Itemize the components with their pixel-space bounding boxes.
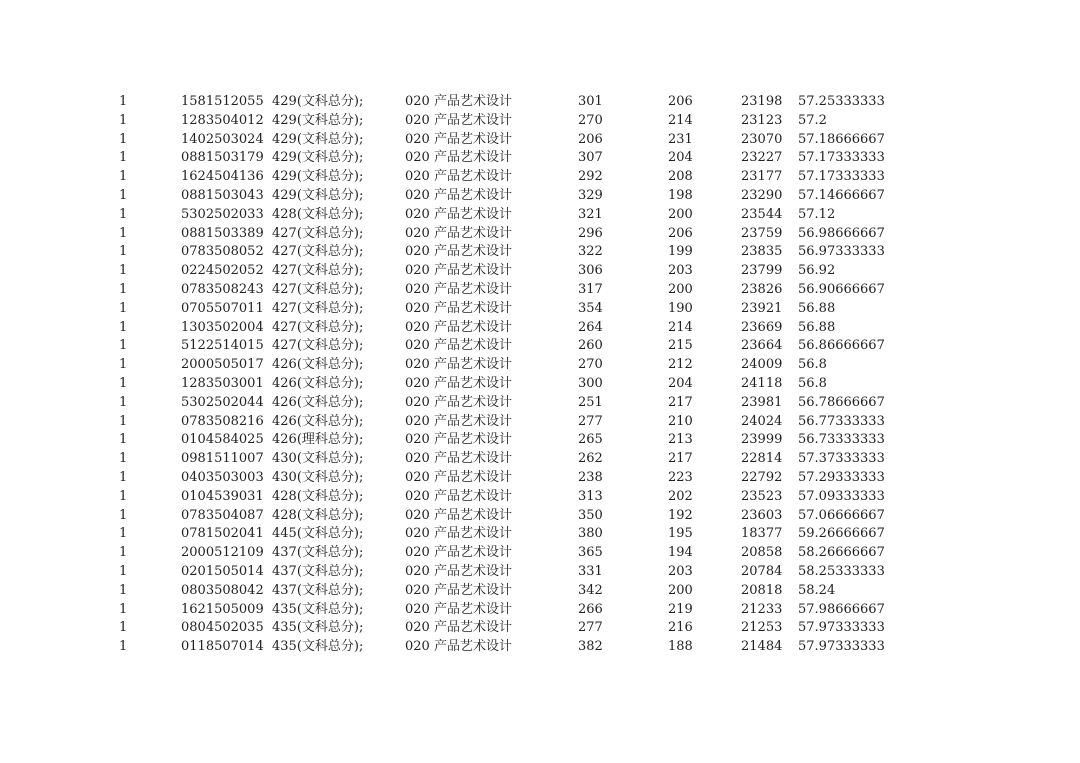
major-cell: 020 产品艺术设计 (405, 620, 512, 636)
table-row (0, 300, 1080, 319)
candidate-id-cell: 2000505017 (181, 357, 264, 373)
table-row (0, 638, 1080, 657)
rank-cell: 23981 (741, 394, 783, 410)
major-cell: 020 产品艺术设计 (405, 357, 512, 373)
score-b-cell: 198 (668, 187, 693, 203)
composite-score-cell: 56.86666667 (798, 338, 885, 354)
rank-cell: 23198 (741, 94, 783, 109)
score-b-cell: 217 (668, 394, 693, 410)
flag-cell: 1 (119, 206, 128, 222)
major-cell: 020 产品艺术设计 (405, 169, 512, 185)
score-a-cell: 354 (578, 300, 603, 316)
candidate-id-cell: 0104584025 (181, 432, 264, 448)
flag-cell: 1 (119, 131, 128, 147)
major-cell: 020 产品艺术设计 (405, 244, 512, 260)
score-a-cell: 277 (578, 620, 603, 636)
score-b-cell: 204 (668, 150, 693, 166)
flag-cell: 1 (119, 319, 128, 335)
score-a-cell: 266 (578, 601, 603, 617)
candidate-id-cell: 0118507014 (181, 639, 264, 655)
rank-cell: 23227 (741, 150, 783, 166)
flag-cell: 1 (119, 244, 128, 260)
major-cell: 020 产品艺术设计 (405, 206, 512, 222)
total-score-cell: 429(文科总分); (272, 169, 364, 185)
table-row (0, 375, 1080, 394)
candidate-id-cell: 0783504087 (181, 507, 264, 523)
candidate-id-cell: 0804502035 (181, 620, 264, 636)
table-row (0, 563, 1080, 582)
score-a-cell: 317 (578, 281, 603, 297)
rank-cell: 23070 (741, 131, 783, 147)
score-b-cell: 212 (668, 357, 693, 373)
score-a-cell: 331 (578, 563, 603, 579)
major-cell: 020 产品艺术设计 (405, 639, 512, 655)
score-b-cell: 204 (668, 375, 693, 391)
score-table (0, 93, 1080, 657)
candidate-id-cell: 1283504012 (181, 112, 264, 128)
candidate-id-cell: 1624504136 (181, 169, 264, 185)
total-score-cell: 430(文科总分); (272, 469, 364, 485)
composite-score-cell: 57.12 (798, 206, 836, 222)
score-a-cell: 265 (578, 432, 603, 448)
composite-score-cell: 56.98666667 (798, 225, 885, 241)
table-row (0, 544, 1080, 563)
score-b-cell: 216 (668, 620, 693, 636)
rank-cell: 23999 (741, 432, 783, 448)
total-score-cell: 427(文科总分); (272, 281, 364, 297)
candidate-id-cell: 1303502004 (181, 319, 264, 335)
composite-score-cell: 57.37333333 (798, 451, 885, 467)
composite-score-cell: 56.97333333 (798, 244, 885, 260)
score-a-cell: 307 (578, 150, 603, 166)
total-score-cell: 428(文科总分); (272, 206, 364, 222)
candidate-id-cell: 1621505009 (181, 601, 264, 617)
major-cell: 020 产品艺术设计 (405, 225, 512, 241)
composite-score-cell: 56.90666667 (798, 281, 885, 297)
flag-cell: 1 (119, 488, 128, 504)
table-row (0, 525, 1080, 544)
major-cell: 020 产品艺术设计 (405, 507, 512, 523)
composite-score-cell: 57.17333333 (798, 150, 885, 166)
total-score-cell: 427(文科总分); (272, 263, 364, 279)
composite-score-cell: 58.26666667 (798, 545, 885, 561)
flag-cell: 1 (119, 545, 128, 561)
rank-cell: 23759 (741, 225, 783, 241)
total-score-cell: 429(文科总分); (272, 187, 364, 203)
table-row (0, 356, 1080, 375)
composite-score-cell: 57.2 (798, 112, 827, 128)
composite-score-cell: 57.98666667 (798, 601, 885, 617)
rank-cell: 23544 (741, 206, 783, 222)
major-cell: 020 产品艺术设计 (405, 112, 512, 128)
flag-cell: 1 (119, 187, 128, 203)
candidate-id-cell: 0803508042 (181, 582, 264, 598)
candidate-id-cell: 1402503024 (181, 131, 264, 147)
score-a-cell: 306 (578, 263, 603, 279)
composite-score-cell: 57.09333333 (798, 488, 885, 504)
score-a-cell: 296 (578, 225, 603, 241)
score-b-cell: 200 (668, 281, 693, 297)
score-a-cell: 251 (578, 394, 603, 410)
flag-cell: 1 (119, 225, 128, 241)
candidate-id-cell: 5302502033 (181, 206, 264, 222)
rank-cell: 21253 (741, 620, 783, 636)
rank-cell: 23826 (741, 281, 783, 297)
score-a-cell: 380 (578, 526, 603, 542)
rank-cell: 20784 (741, 563, 783, 579)
score-b-cell: 215 (668, 338, 693, 354)
flag-cell: 1 (119, 281, 128, 297)
total-score-cell: 430(文科总分); (272, 451, 364, 467)
total-score-cell: 437(文科总分); (272, 563, 364, 579)
composite-score-cell: 57.29333333 (798, 469, 885, 485)
flag-cell: 1 (119, 394, 128, 410)
major-cell: 020 产品艺术设计 (405, 451, 512, 467)
candidate-id-cell: 0403503003 (181, 469, 264, 485)
score-a-cell: 342 (578, 582, 603, 598)
major-cell: 020 产品艺术设计 (405, 319, 512, 335)
score-b-cell: 231 (668, 131, 693, 147)
major-cell: 020 产品艺术设计 (405, 432, 512, 448)
score-b-cell: 203 (668, 263, 693, 279)
total-score-cell: 429(文科总分); (272, 112, 364, 128)
candidate-id-cell: 0224502052 (181, 263, 264, 279)
composite-score-cell: 57.06666667 (798, 507, 885, 523)
composite-score-cell: 57.97333333 (798, 639, 885, 655)
candidate-id-cell: 0783508243 (181, 281, 264, 297)
major-cell: 020 产品艺术设计 (405, 263, 512, 279)
score-b-cell: 223 (668, 469, 693, 485)
rank-cell: 24118 (741, 375, 783, 391)
composite-score-cell: 57.18666667 (798, 131, 885, 147)
total-score-cell: 426(文科总分); (272, 375, 364, 391)
table-row (0, 187, 1080, 206)
total-score-cell: 445(文科总分); (272, 526, 364, 542)
rank-cell: 23177 (741, 169, 783, 185)
candidate-id-cell: 5302502044 (181, 394, 264, 410)
flag-cell: 1 (119, 507, 128, 523)
score-a-cell: 322 (578, 244, 603, 260)
flag-cell: 1 (119, 451, 128, 467)
total-score-cell: 429(文科总分); (272, 150, 364, 166)
rank-cell: 23799 (741, 263, 783, 279)
total-score-cell: 428(文科总分); (272, 488, 364, 504)
total-score-cell: 427(文科总分); (272, 300, 364, 316)
rank-cell: 22792 (741, 469, 783, 485)
major-cell: 020 产品艺术设计 (405, 488, 512, 504)
rank-cell: 21484 (741, 639, 783, 655)
score-b-cell: 192 (668, 507, 693, 523)
table-row (0, 225, 1080, 244)
total-score-cell: 426(文科总分); (272, 413, 364, 429)
score-a-cell: 260 (578, 338, 603, 354)
score-b-cell: 217 (668, 451, 693, 467)
composite-score-cell: 56.92 (798, 263, 836, 279)
major-cell: 020 产品艺术设计 (405, 601, 512, 617)
total-score-cell: 429(文科总分); (272, 94, 364, 109)
major-cell: 020 产品艺术设计 (405, 563, 512, 579)
composite-score-cell: 58.24 (798, 582, 836, 598)
rank-cell: 23669 (741, 319, 783, 335)
score-a-cell: 206 (578, 131, 603, 147)
rank-cell: 18377 (741, 526, 783, 542)
score-b-cell: 206 (668, 225, 693, 241)
score-b-cell: 214 (668, 112, 693, 128)
table-row (0, 149, 1080, 168)
flag-cell: 1 (119, 94, 128, 109)
total-score-cell: 427(文科总分); (272, 244, 364, 260)
rank-cell: 23835 (741, 244, 783, 260)
table-row (0, 413, 1080, 432)
flag-cell: 1 (119, 375, 128, 391)
major-cell: 020 产品艺术设计 (405, 413, 512, 429)
total-score-cell: 427(文科总分); (272, 225, 364, 241)
rank-cell: 23603 (741, 507, 783, 523)
score-b-cell: 206 (668, 94, 693, 109)
rank-cell: 23290 (741, 187, 783, 203)
candidate-id-cell: 0783508052 (181, 244, 264, 260)
score-a-cell: 238 (578, 469, 603, 485)
candidate-id-cell: 0201505014 (181, 563, 264, 579)
total-score-cell: 426(文科总分); (272, 394, 364, 410)
flag-cell: 1 (119, 263, 128, 279)
rank-cell: 20858 (741, 545, 783, 561)
major-cell: 020 产品艺术设计 (405, 469, 512, 485)
score-b-cell: 208 (668, 169, 693, 185)
score-a-cell: 270 (578, 357, 603, 373)
composite-score-cell: 56.88 (798, 300, 836, 316)
score-a-cell: 262 (578, 451, 603, 467)
table-row (0, 431, 1080, 450)
rank-cell: 24009 (741, 357, 783, 373)
major-cell: 020 产品艺术设计 (405, 281, 512, 297)
score-a-cell: 313 (578, 488, 603, 504)
rank-cell: 21233 (741, 601, 783, 617)
table-row (0, 469, 1080, 488)
flag-cell: 1 (119, 620, 128, 636)
major-cell: 020 产品艺术设计 (405, 338, 512, 354)
candidate-id-cell: 0881503043 (181, 187, 264, 203)
score-a-cell: 329 (578, 187, 603, 203)
major-cell: 020 产品艺术设计 (405, 94, 512, 109)
candidate-id-cell: 0981511007 (181, 451, 264, 467)
flag-cell: 1 (119, 563, 128, 579)
table-row (0, 131, 1080, 150)
major-cell: 020 产品艺术设计 (405, 394, 512, 410)
composite-score-cell: 56.88 (798, 319, 836, 335)
score-b-cell: 202 (668, 488, 693, 504)
flag-cell: 1 (119, 582, 128, 598)
score-b-cell: 200 (668, 206, 693, 222)
score-b-cell: 203 (668, 563, 693, 579)
total-score-cell: 428(文科总分); (272, 507, 364, 523)
total-score-cell: 435(文科总分); (272, 620, 364, 636)
candidate-id-cell: 1581512055 (181, 94, 264, 109)
flag-cell: 1 (119, 338, 128, 354)
candidate-id-cell: 0705507011 (181, 300, 264, 316)
flag-cell: 1 (119, 357, 128, 373)
table-row (0, 601, 1080, 620)
major-cell: 020 产品艺术设计 (405, 187, 512, 203)
flag-cell: 1 (119, 112, 128, 128)
score-a-cell: 301 (578, 94, 603, 109)
score-a-cell: 365 (578, 545, 603, 561)
table-row (0, 281, 1080, 300)
score-b-cell: 210 (668, 413, 693, 429)
flag-cell: 1 (119, 413, 128, 429)
candidate-id-cell: 0881503179 (181, 150, 264, 166)
total-score-cell: 437(文科总分); (272, 545, 364, 561)
major-cell: 020 产品艺术设计 (405, 545, 512, 561)
candidate-id-cell: 0881503389 (181, 225, 264, 241)
score-a-cell: 300 (578, 375, 603, 391)
score-a-cell: 350 (578, 507, 603, 523)
candidate-id-cell: 2000512109 (181, 545, 264, 561)
score-b-cell: 195 (668, 526, 693, 542)
table-row (0, 93, 1080, 112)
rank-cell: 20818 (741, 582, 783, 598)
total-score-cell: 426(文科总分); (272, 357, 364, 373)
composite-score-cell: 57.17333333 (798, 169, 885, 185)
candidate-id-cell: 0781502041 (181, 526, 264, 542)
table-row (0, 112, 1080, 131)
score-b-cell: 200 (668, 582, 693, 598)
table-row (0, 450, 1080, 469)
major-cell: 020 产品艺术设计 (405, 582, 512, 598)
score-b-cell: 194 (668, 545, 693, 561)
table-row (0, 507, 1080, 526)
score-a-cell: 382 (578, 639, 603, 655)
flag-cell: 1 (119, 300, 128, 316)
score-a-cell: 270 (578, 112, 603, 128)
score-b-cell: 214 (668, 319, 693, 335)
score-b-cell: 199 (668, 244, 693, 260)
table-row (0, 319, 1080, 338)
total-score-cell: 427(文科总分); (272, 319, 364, 335)
score-a-cell: 321 (578, 206, 603, 222)
candidate-id-cell: 5122514015 (181, 338, 264, 354)
rank-cell: 23921 (741, 300, 783, 316)
total-score-cell: 429(文科总分); (272, 131, 364, 147)
table-row (0, 262, 1080, 281)
score-b-cell: 213 (668, 432, 693, 448)
table-row (0, 206, 1080, 225)
total-score-cell: 437(文科总分); (272, 582, 364, 598)
composite-score-cell: 56.73333333 (798, 432, 885, 448)
major-cell: 020 产品艺术设计 (405, 526, 512, 542)
rank-cell: 23123 (741, 112, 783, 128)
rank-cell: 23523 (741, 488, 783, 504)
table-row (0, 337, 1080, 356)
score-b-cell: 219 (668, 601, 693, 617)
table-row (0, 168, 1080, 187)
score-b-cell: 188 (668, 639, 693, 655)
flag-cell: 1 (119, 601, 128, 617)
composite-score-cell: 57.97333333 (798, 620, 885, 636)
score-b-cell: 190 (668, 300, 693, 316)
score-a-cell: 292 (578, 169, 603, 185)
rank-cell: 23664 (741, 338, 783, 354)
table-row (0, 394, 1080, 413)
flag-cell: 1 (119, 469, 128, 485)
score-a-cell: 277 (578, 413, 603, 429)
major-cell: 020 产品艺术设计 (405, 131, 512, 147)
composite-score-cell: 56.8 (798, 375, 827, 391)
rank-cell: 24024 (741, 413, 783, 429)
table-row (0, 619, 1080, 638)
composite-score-cell: 57.14666667 (798, 187, 885, 203)
total-score-cell: 435(文科总分); (272, 601, 364, 617)
major-cell: 020 产品艺术设计 (405, 375, 512, 391)
table-row (0, 582, 1080, 601)
composite-score-cell: 56.8 (798, 357, 827, 373)
table-row (0, 488, 1080, 507)
candidate-id-cell: 0104539031 (181, 488, 264, 504)
major-cell: 020 产品艺术设计 (405, 300, 512, 316)
flag-cell: 1 (119, 639, 128, 655)
flag-cell: 1 (119, 526, 128, 542)
major-cell: 020 产品艺术设计 (405, 150, 512, 166)
table-row (0, 243, 1080, 262)
composite-score-cell: 56.78666667 (798, 394, 885, 410)
flag-cell: 1 (119, 169, 128, 185)
flag-cell: 1 (119, 432, 128, 448)
candidate-id-cell: 0783508216 (181, 413, 264, 429)
rank-cell: 22814 (741, 451, 783, 467)
total-score-cell: 427(文科总分); (272, 338, 364, 354)
total-score-cell: 435(文科总分); (272, 639, 364, 655)
flag-cell: 1 (119, 150, 128, 166)
score-a-cell: 264 (578, 319, 603, 335)
candidate-id-cell: 1283503001 (181, 375, 264, 391)
composite-score-cell: 56.77333333 (798, 413, 885, 429)
composite-score-cell: 57.25333333 (798, 94, 885, 109)
composite-score-cell: 58.25333333 (798, 563, 885, 579)
composite-score-cell: 59.26666667 (798, 526, 885, 542)
total-score-cell: 426(理科总分); (272, 432, 364, 448)
